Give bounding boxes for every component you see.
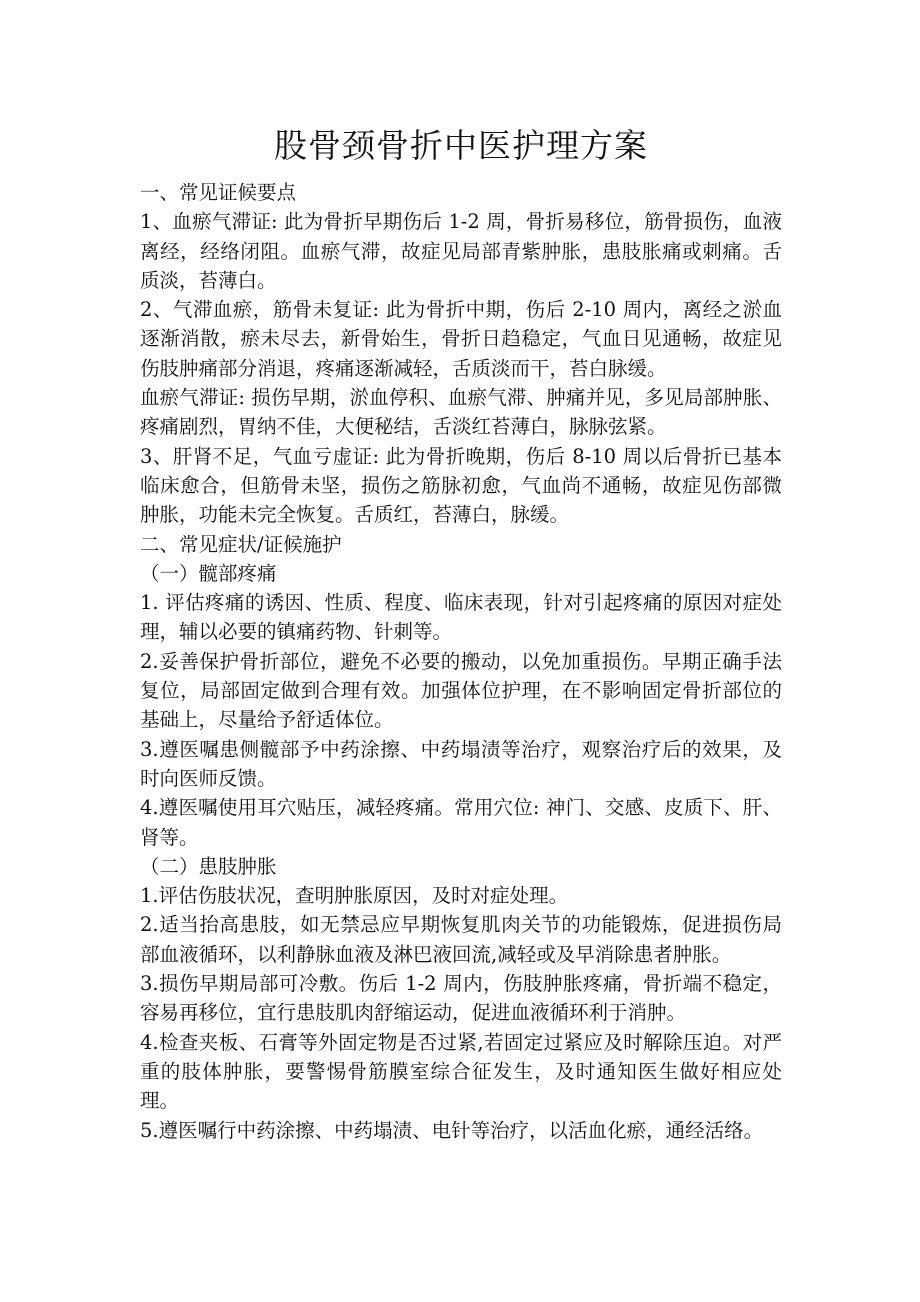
paragraph-swelling-4: 4.检查夹板、石膏等外固定物是否过紧,若固定过紧应及时解除压迫。对严重的肢体肿胀，要警惕骨筋膜室综合征发生，及时通知医生做好相应处理。 <box>140 1030 782 1113</box>
section-heading-nursing: 二、常见症状/证候施护 <box>140 532 342 556</box>
paragraph-syndrome-1: 1、血瘀气滞证: 此为骨折早期伤后 1-2 周，骨折易移位，筋骨损伤，血液离经，经络闭阻。血瘀气滞，故症见局部青紫肿胀，患肢胀痛或刺痛。舌质淡，苔薄白。 <box>140 210 782 292</box>
paragraph-pain-3: 3.遵医嘱患侧髋部予中药涂擦、中药塌渍等治疗，观察治疗后的效果，及时向医师反馈。 <box>140 737 782 790</box>
subsection-heading-limb-swelling: （二）患肢肿胀 <box>140 854 277 878</box>
document-title: 股骨颈骨折中医护理方案 <box>274 126 648 165</box>
paragraph-syndrome-3: 3、肝肾不足，气血亏虚证: 此为骨折晚期，伤后 8-10 周以后骨折已基本临床愈合，但筋骨未坚，损伤之筋脉初愈，气血尚不通畅，故症见伤部微肿胀，功能未完全恢复。舌质红，苔薄白，脉缓。 <box>140 444 782 527</box>
paragraph-swelling-5: 5.遵医嘱行中药涂擦、中药塌渍、电针等治疗，以活血化瘀，通经活络。 <box>140 1118 764 1142</box>
paragraph-pain-2: 2.妥善保护骨折部位，避免不必要的搬动，以免加重损伤。早期正确手法复位，局部固定做到合理有效。加强体位护理，在不影响固定骨折部位的基础上，尽量给予舒适体位。 <box>140 649 782 732</box>
subsection-heading-hip-pain: （一）髋部疼痛 <box>140 561 277 585</box>
paragraph-pain-4: 4.遵医嘱使用耳穴贴压，减轻疼痛。常用穴位: 神门、交感、皮质下、肝、肾等。 <box>140 796 782 849</box>
paragraph-pain-1: 1. 评估疼痛的诱因、性质、程度、临床表现，针对引起疼痛的原因对症处理，辅以必要的镇痛药物、针刺等。 <box>140 591 782 644</box>
section-heading-syndromes: 一、常见证候要点 <box>140 181 297 204</box>
paragraph-syndrome-blood-stasis: 血瘀气滞证: 损伤早期，淤血停积、血瘀气滞、肿痛并见，多见局部肿胀、疼痛剧烈，胃纳不佳，大便秘结，舌淡红苔薄白，脉脉弦紧。 <box>140 386 782 439</box>
paragraph-swelling-1: 1.评估伤肢状况，查明肿胀原因，及时对症处理。 <box>140 884 569 908</box>
paragraph-swelling-3: 3.损伤早期局部可冷敷。伤后 1-2 周内，伤肢肿胀疼痛，骨折端不稳定，容易再移位，宜行患肢肌肉舒缩运动，促进血液循环利于消肿。 <box>140 972 782 1025</box>
paragraph-swelling-2: 2.适当抬高患肢，如无禁忌应早期恢复肌肉关节的功能锻炼，促进损伤局部血液循环，以利静脉血液及淋巴液回流,减轻或及早消除患者肿胀。 <box>140 913 782 966</box>
paragraph-syndrome-2: 2、气滞血瘀，筋骨未复证: 此为骨折中期，伤后 2-10 周内，离经之淤血逐渐消散，瘀未尽去，新骨始生，骨折日趋稳定，气血日见通畅，故症见伤肢肿痛部分消退，疼痛逐渐减轻，舌质淡而干，苔白脉缓。 <box>140 298 782 380</box>
